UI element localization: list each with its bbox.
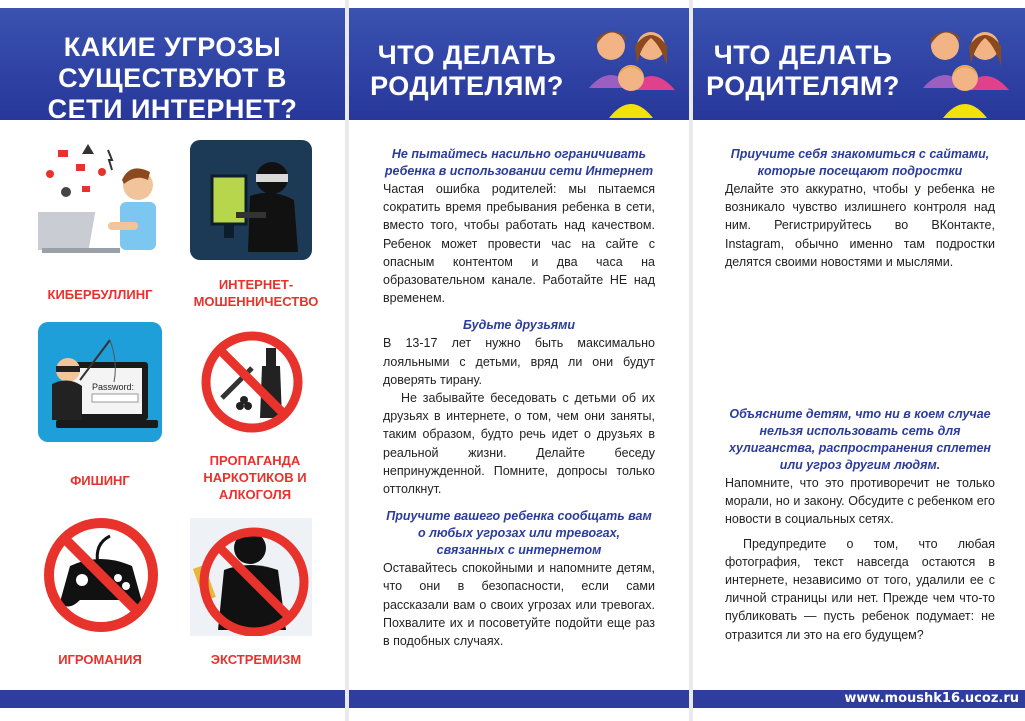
parents-panel-2: [693, 0, 1025, 721]
section-text: Напомните, что это противоречит не только морали, но и закону. Обсудите с ребенком его новости в социальных сетях.: [725, 476, 995, 527]
parents-content-2a: [725, 146, 995, 271]
parents-group-icon: [581, 16, 685, 120]
section-heading: Приучите себя знакомиться с сайтами, которые посещают подростки: [730, 147, 990, 178]
laptop-bullying-icon: [38, 140, 163, 260]
site-url: www.moushk16.ucoz.ru: [844, 691, 1019, 706]
section-text: Не забывайте беседовать с детьми об их друзьях в интернете, о том, чем они заняты, таким образом, будто речь идет о друзьях в реальной жизни. Делайте беседу непринужденной. Помните, допросы только оттолкнут.: [383, 391, 655, 497]
parents-header-2: [693, 8, 1025, 120]
threat-label-scam: ИНТЕРНЕТ-МОШЕННИЧЕСТВО: [193, 277, 319, 309]
threat-label-cyberbullying: КИБЕРБУЛЛИНГ: [47, 287, 153, 302]
hacker-icon: [190, 140, 312, 260]
bottom-bar: [0, 690, 345, 708]
threat-label-phishing: ФИШИНГ: [70, 473, 130, 488]
bottom-bar: [349, 690, 689, 708]
threat-label-gaming: ИГРОМАНИЯ: [58, 652, 142, 667]
section-text: Предупредите о том, что любая фотография, текст навсегда остаются в интернете, независимо от того, удалили ее с личной страницы или нет. Прежде чем что-то публиковать — пусть ребенок подумает: не отразится ли это на его будущем?: [725, 536, 995, 642]
parents-title-1: ЧТО ДЕЛАТЬ РОДИТЕЛЯМ?: [370, 40, 564, 101]
section-heading: Приучите вашего ребенка сообщать вам о любых угрозах или тревогах, связанных с интернетом: [386, 509, 652, 558]
section-heading: Не пытайтесь насильно ограничивать ребенка в использовании сети Интернет: [384, 147, 654, 178]
password-label: Password:: [92, 382, 135, 392]
no-extremism-icon: [190, 518, 312, 636]
threat-label-extremism: ЭКСТРЕМИЗМ: [210, 652, 302, 667]
threats-title: КАКИЕ УГРОЗЫ СУЩЕСТВУЮТ В СЕТИ ИНТЕРНЕТ?: [47, 32, 298, 124]
section-text: В 13-17 лет нужно быть максимально лояльными с детьми, вряд ли они будут доверять тирану.: [383, 336, 655, 387]
threats-header: [0, 8, 345, 124]
parents-title-2: ЧТО ДЕЛАТЬ РОДИТЕЛЯМ?: [706, 40, 900, 101]
threat-label-drugs: ПРОПАГАНДА НАРКОТИКОВ И АЛКОГОЛЯ: [203, 453, 307, 502]
parents-panel-1: [349, 0, 689, 721]
section-heading: Объясните детям, что ни в коем случае нельзя использовать сеть для хулиганства, распространения сплетен или угроз другим людям.: [729, 407, 991, 472]
section-text: Делайте это аккуратно, чтобы у ребенка не возникало чувство излишнего контроля над ним. Регистрируйтесь во ВКонтакте, Instagram, обычно именно там подростки делятся своими новостями и мыслями.: [725, 182, 995, 269]
parents-content-1: [383, 146, 655, 650]
no-gamepad-icon: [40, 516, 162, 634]
no-drugs-alcohol-icon: [196, 328, 308, 436]
section-text: Частая ошибка родителей: мы пытаемся сократить время пребывания ребенка в сети, вместо того, чтобы работать над качеством. Ребенок может провести час на сайте с опасным контентом и два часа на образовательном канале. Работайте НЕ над временем.: [383, 182, 655, 306]
parents-header-1: [349, 8, 689, 120]
parents-content-2b: [725, 406, 995, 644]
section-text: Оставайтесь спокойными и напомните детям, что они в безопасности, если сами рассказали вам о своих угрозах или тревогах. Похвалите их и посоветуйте подойти еще раз в подобных случаях.: [383, 561, 655, 649]
section-heading: Будьте друзьями: [462, 318, 576, 333]
threats-panel: [0, 0, 345, 721]
parents-group-icon: [915, 16, 1019, 120]
